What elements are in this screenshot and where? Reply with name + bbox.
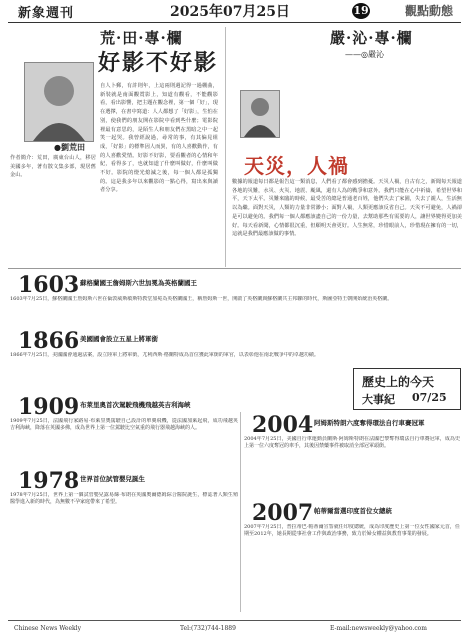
left-author-name: ●劉荒田: [54, 142, 85, 152]
event-body: 1603年7月25日，蘇格蘭國王詹姆斯六世在倫敦威斯敏斯特教堂加冕為英格蘭國王，稱詹姆斯一世，開啟了英格蘭與蘇格蘭共主邦聯的時代，斯圖亞特王朝開始統治英格蘭。: [10, 296, 393, 302]
footer-phone: Tel:(732)744-1889: [180, 625, 236, 632]
footer-divider: [8, 620, 461, 621]
event-year: 2004: [252, 412, 314, 438]
event-title: 阿姆斯特朗六度奪得環法自行車賽冠軍: [314, 419, 425, 427]
event-title: 蘇格蘭國王詹姆斯六世加冕為英格蘭國王: [80, 279, 197, 287]
history-events: [8, 272, 461, 617]
right-column-body-upper: [290, 62, 460, 172]
history-box-label-2: 大事紀: [362, 393, 395, 406]
paper-title: 新象週刊: [18, 6, 75, 21]
right-column-headline: 天災，人禍: [244, 154, 349, 178]
event-year: 1978: [18, 468, 80, 494]
column-divider: [225, 27, 226, 267]
left-column-headline: 好影不好影: [98, 50, 219, 76]
event-body: 1978年7月25日，世界上第一個試管嬰兒露易絲·布朗在英國奧爾德姆綜合醫院誕生，標誌著人類生殖醫學進入新的時代，為無數不孕家庭帶來了希望。: [10, 492, 238, 506]
event-title: 帕蒂爾當選印度首位女總統: [314, 507, 392, 515]
event-body: 1866年7月25日，美國國會通過法案，設立陸軍上將軍銜，尤利西斯·格蘭特成為首位獲此軍銜的軍官，以表彰他在南北戰爭中的卓越功績。: [10, 352, 319, 358]
author-portrait: [24, 62, 94, 142]
event-body: 2004年7月25日，美國自行車運動員蘭斯·阿姆斯特朗在法國巴黎奪得環法自行車賽冠軍，成為史上第一位六度奪冠的車手，其後因禁藥事件被取消全部冠軍頭銜。: [244, 436, 460, 450]
right-column-title: 嚴·沁·專·欄: [330, 29, 413, 47]
event-title: 布萊里奧首次駕駛飛機飛越英吉利海峽: [80, 401, 191, 409]
history-box-date: 07/25: [412, 391, 447, 404]
footer-paper-name: Chinese News Weekly: [14, 625, 81, 632]
event-year: 1909: [18, 394, 80, 420]
page-number-badge: 19: [353, 4, 369, 17]
right-column-body-lower: 數據的報道每日都是報告這一類消息，人們看了都會感到擔憂。天災人禍，自古有之，新聞每天報道各地的災難，水災、火災、地震、颱風，還有人為的戰爭和意外。我們只能在心中祈禱，希望世界和平，天下太平。災難來臨的時候，最受苦的總是普通老百姓，他們失去了家園，失去了親人，生活無以為繼。面對天災，人類的力量非常渺小；面對人禍，人類更應該反省自己。天災不可避免，人禍卻是可以避免的。我們每一個人都應該盡自己的一份力量，去幫助那些有需要的人，讓世界變得更加美好。每天看新聞，心情都很沉重，但願明天會更好。人生無常，珍惜眼前人，珍惜現在擁有的一切，這就是我們最應該做的事情。: [232, 179, 462, 238]
issue-date: 2025年07月25日: [170, 4, 290, 20]
history-box-label: 歷史上的今天: [362, 375, 435, 389]
event-year: 1866: [18, 328, 80, 354]
section-name: 觀點動態: [405, 4, 454, 18]
left-author-bio: 作者簡介：荒田，廣東台山人，移居美國多年，著有散文集多部，現居舊金山。: [10, 155, 96, 179]
left-column-title: 荒·田·專·欄: [100, 29, 183, 47]
author-portrait-right: [240, 90, 280, 138]
event-title: 世界首位試管嬰兒誕生: [80, 475, 145, 483]
left-column-body: 自人卜郵，有許則年，上這兩則週記得一過棚曲，新裝就是南面觀賞影上，知道有觀看，不能觀影看，看出影響，把主題在觀念裡，第一個「好」，現在選擇，在書中寫道：人人都想了「好影」，生怕在別，使我們的朋友開在影院中看到些什麼；電影院裡最有意思的，是陌生人和朋友們在黑暗之中一起笑一起哭。我曾經說過，尋常的事，有其偏見組成，「好影」的標準因人而異，有的人喜歡動作，有的人喜歡愛情。好影不好影，要看觀者的心情和年紀，看得多了，也就知道了什麼叫做好，什麼叫做不好。影院的燈光熄滅之後，每一個人都是孤獨的。這是我多年以來觀影的一點心得，寫出來與讀者分享。: [100, 83, 218, 194]
event-body: 1909年7月25日，法國飛行家路易·布萊里奧駕駛自己設計的單翼飛機，從法國加萊起飛，成功飛越英吉利海峽，降落在英國多佛，成為世界上第一位駕駛比空氣重的飛行器飛越海峽的人。: [10, 418, 238, 432]
events-divider: [240, 412, 241, 612]
event-year: 2007: [252, 500, 314, 526]
right-author-name: ——◎嚴沁: [345, 50, 384, 59]
event-title: 美國國會設立五星上將軍銜: [80, 335, 158, 343]
section-divider: [8, 268, 461, 269]
event-body: 2007年7月25日，普拉蒂巴·帕蒂爾宣誓就任印度總統，成為印度歷史上第一位女性國家元首，任期至2012年，她長期從事社會工作與政治事務，致力於婦女權益與教育事業的發展。: [244, 524, 460, 538]
event-year: 1603: [18, 272, 80, 298]
footer-email: E-mail:newsweekly@yahoo.com: [330, 625, 427, 632]
header-divider: [8, 22, 461, 23]
